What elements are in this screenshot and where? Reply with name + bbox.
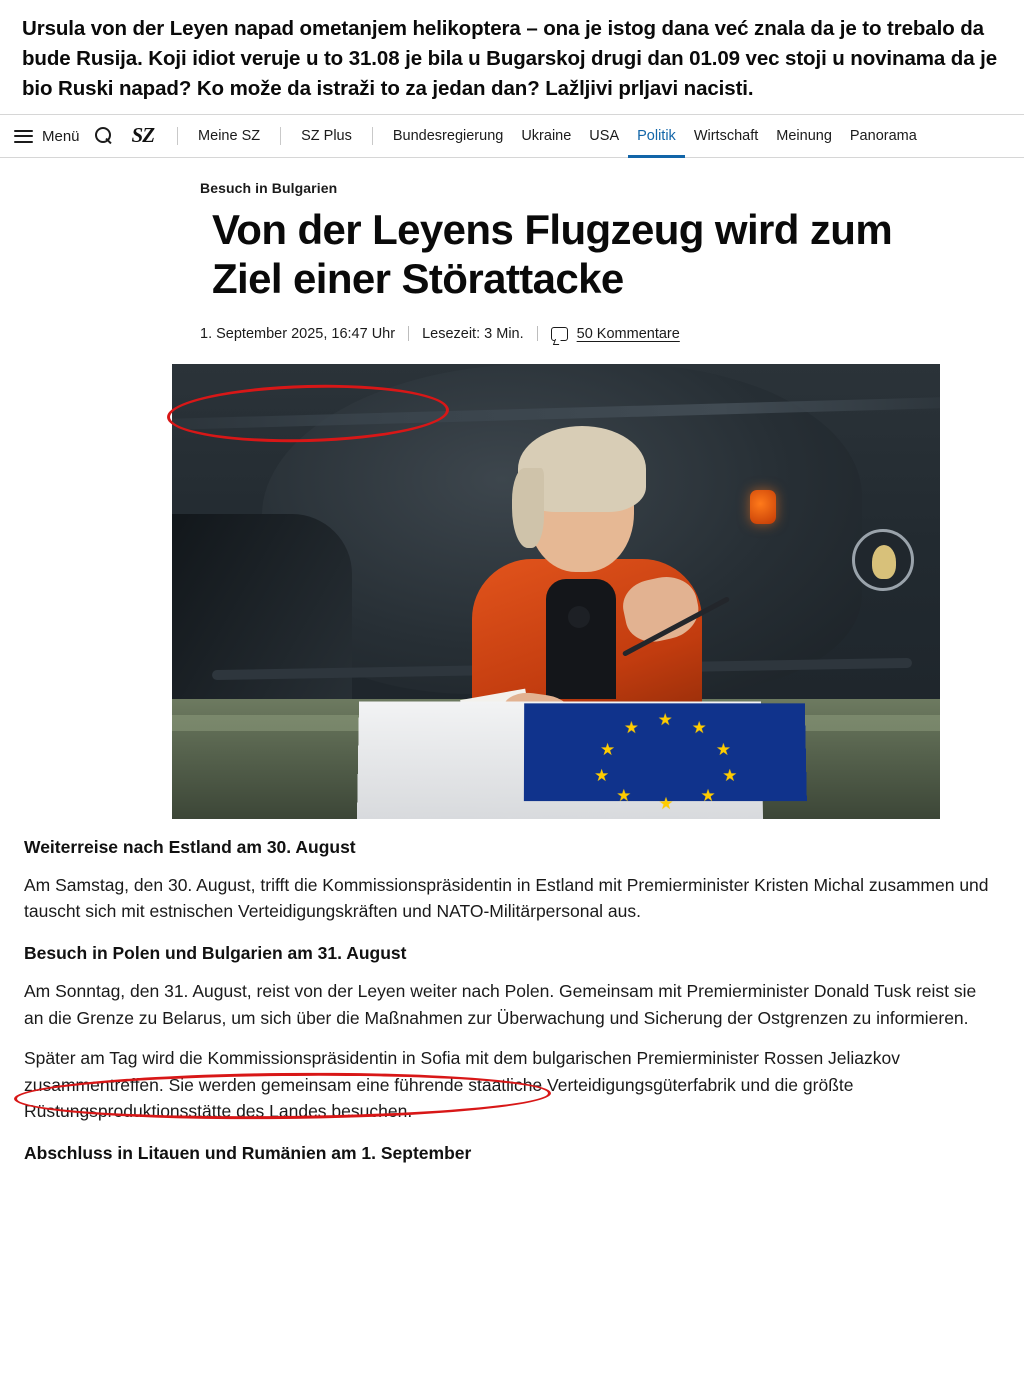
comment-count-link[interactable]: 50 Kommentare bbox=[576, 325, 680, 342]
section-heading-2: Besuch in Polen und Bulgarien am 31. August bbox=[24, 943, 407, 963]
article-body bbox=[0, 837, 1024, 1164]
meta-divider bbox=[408, 326, 409, 341]
nav-item-usa[interactable]: USA bbox=[589, 127, 620, 144]
nav-divider bbox=[177, 127, 178, 145]
article bbox=[0, 180, 1024, 1164]
hamburger-menu-icon[interactable] bbox=[14, 130, 33, 143]
nav-divider bbox=[372, 127, 373, 145]
section-heading-1: Weiterreise nach Estland am 30. August bbox=[24, 836, 356, 857]
nav-item-bundesregierung[interactable]: Bundesregierung bbox=[392, 127, 504, 144]
sz-logo[interactable]: SZ bbox=[131, 122, 155, 147]
section-heading-3: Abschluss in Litauen und Rumänien am 1. September bbox=[24, 1142, 472, 1163]
microphone-head bbox=[568, 606, 590, 628]
menu-label[interactable]: Menü bbox=[42, 127, 80, 145]
helicopter-beacon-light bbox=[750, 490, 776, 524]
site-navbar bbox=[0, 114, 1024, 158]
nav-item-ukraine[interactable]: Ukraine bbox=[521, 127, 572, 144]
eu-flag: ★ ★ ★ ★ ★ ★ ★ ★ ★ ★ bbox=[524, 703, 807, 801]
search-icon[interactable] bbox=[94, 126, 114, 146]
speaker-hair-side bbox=[512, 468, 544, 548]
nav-item-meinung[interactable]: Meinung bbox=[776, 127, 832, 144]
section-2-paragraph-1: Am Sonntag, den 31. August, reist von der Leyen weiter nach Polen. Gemeinsam mit Premierminister Donald Tusk reist sie an die Grenze zu Belarus, um sich über die Maßnahmen zur Überwachung und Sicherung der Ostgrenzen zu informieren. bbox=[24, 981, 977, 1028]
meta-divider bbox=[537, 326, 538, 341]
section-1-paragraph-1: Am Samstag, den 30. August, trifft die Kommissionspräsidentin in Estland mit Premierminister Kristen Michal zusammen und tauscht sich mit estnischen Verteidigungskräften und NATO-Militärpersonal aus. bbox=[24, 874, 989, 922]
page-title: Von der Leyens Flugzeug wird zum Ziel einer Störattacke bbox=[212, 206, 893, 303]
publish-date: 1. September 2025, 16:47 Uhr bbox=[200, 325, 396, 342]
nav-item-panorama[interactable]: Panorama bbox=[849, 127, 917, 144]
nav-item-wirtschaft[interactable]: Wirtschaft bbox=[693, 127, 759, 144]
nav-item-sz-plus[interactable]: SZ Plus bbox=[301, 127, 352, 144]
helicopter-emblem bbox=[852, 529, 914, 591]
nav-item-meine-sz[interactable]: Meine SZ bbox=[198, 127, 261, 144]
reading-time: Lesezeit: 3 Min. bbox=[422, 325, 524, 342]
article-meta bbox=[200, 326, 1024, 342]
nav-item-politik[interactable]: Politik bbox=[628, 115, 685, 158]
commentary-text: Ursula von der Leyen napad ometanjem helikoptera – ona je istog dana već znala da je to trebalo da bude Rusija. Koji idiot veruje u to 31.08 je bila u Bugarskoj drugi dan 01.09 vec stoji u novinama da je bio Ruski napad? Ko može da istraži to za jedan dan? Lažljivi prljavi nacisti. bbox=[22, 17, 997, 101]
article-kicker: Besuch in Bulgarien bbox=[200, 180, 338, 197]
podium bbox=[357, 701, 763, 819]
section-2-paragraph-2: Später am Tag wird die Kommissionspräsidentin in Sofia mit dem bulgarischen Premierminister Rossen Jeliazkov zusammentreffen. Sie werden gemeinsam eine führende staatliche Verteidigungsgüterfabrik und die größte Rüstungsproduktionsstätte des Landes besuchen. bbox=[24, 1048, 901, 1122]
speaker-shirt bbox=[546, 579, 616, 699]
nav-divider bbox=[280, 127, 281, 145]
comment-icon bbox=[551, 327, 568, 341]
article-photo bbox=[172, 364, 940, 819]
